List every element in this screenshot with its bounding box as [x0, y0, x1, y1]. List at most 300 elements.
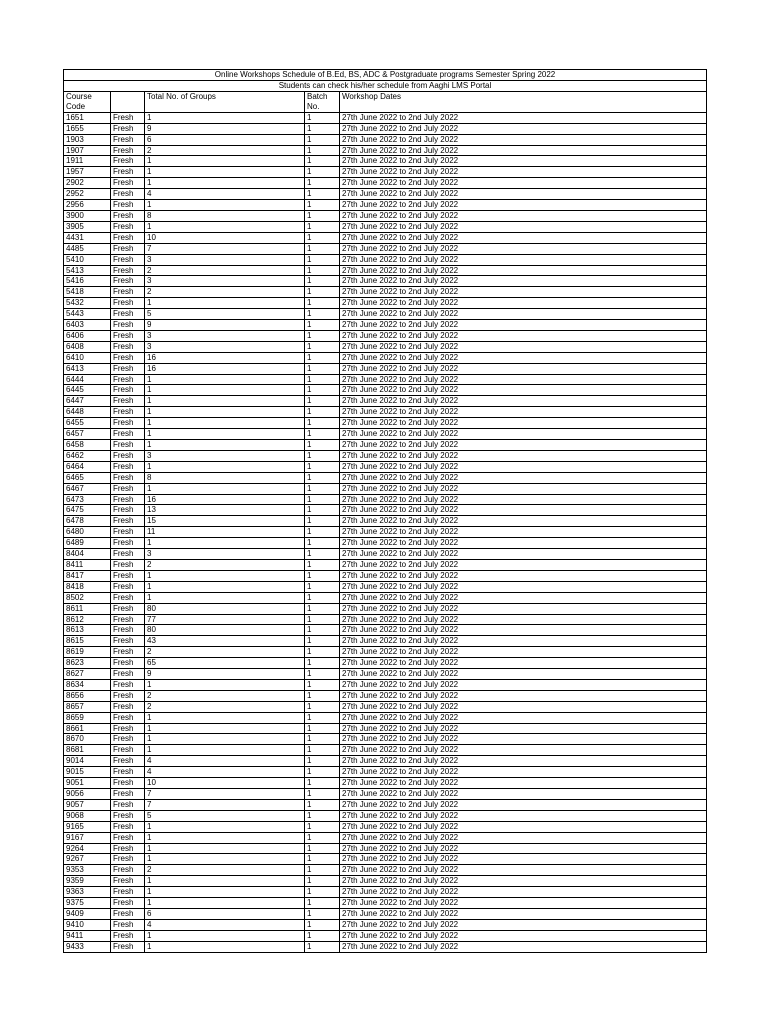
batch-cell: 1: [305, 843, 340, 854]
type-cell: Fresh: [111, 483, 145, 494]
batch-cell: 1: [305, 112, 340, 123]
type-cell: Fresh: [111, 603, 145, 614]
type-cell: Fresh: [111, 320, 145, 331]
groups-cell: 1: [145, 832, 305, 843]
batch-cell: 1: [305, 156, 340, 167]
batch-cell: 1: [305, 483, 340, 494]
course-code-cell: 9264: [64, 843, 111, 854]
dates-cell: 27th June 2022 to 2nd July 2022: [340, 189, 707, 200]
batch-cell: 1: [305, 450, 340, 461]
table-row: [64, 287, 707, 298]
dates-cell: 27th June 2022 to 2nd July 2022: [340, 352, 707, 363]
dates-cell: 27th June 2022 to 2nd July 2022: [340, 243, 707, 254]
groups-cell: 1: [145, 876, 305, 887]
batch-cell: 1: [305, 789, 340, 800]
course-code-cell: 8615: [64, 636, 111, 647]
table-row: [64, 243, 707, 254]
course-code-cell: 9015: [64, 767, 111, 778]
batch-cell: 1: [305, 570, 340, 581]
groups-cell: 2: [145, 865, 305, 876]
type-cell: Fresh: [111, 658, 145, 669]
batch-cell: 1: [305, 167, 340, 178]
course-code-cell: 6465: [64, 472, 111, 483]
course-code-cell: 9410: [64, 919, 111, 930]
batch-cell: 1: [305, 592, 340, 603]
type-cell: Fresh: [111, 865, 145, 876]
header-dates: Workshop Dates: [340, 91, 707, 112]
batch-cell: 1: [305, 232, 340, 243]
dates-cell: 27th June 2022 to 2nd July 2022: [340, 450, 707, 461]
dates-cell: 27th June 2022 to 2nd July 2022: [340, 178, 707, 189]
type-cell: Fresh: [111, 243, 145, 254]
table-row: [64, 429, 707, 440]
type-cell: Fresh: [111, 298, 145, 309]
course-code-cell: 6445: [64, 385, 111, 396]
course-code-cell: 9167: [64, 832, 111, 843]
groups-cell: 5: [145, 810, 305, 821]
batch-cell: 1: [305, 472, 340, 483]
groups-cell: 1: [145, 407, 305, 418]
course-code-cell: 6447: [64, 396, 111, 407]
course-code-cell: 8656: [64, 690, 111, 701]
groups-cell: 10: [145, 778, 305, 789]
groups-cell: 8: [145, 210, 305, 221]
dates-cell: 27th June 2022 to 2nd July 2022: [340, 200, 707, 211]
dates-cell: 27th June 2022 to 2nd July 2022: [340, 156, 707, 167]
table-row: [64, 189, 707, 200]
groups-cell: 3: [145, 549, 305, 560]
type-cell: Fresh: [111, 232, 145, 243]
type-cell: Fresh: [111, 756, 145, 767]
course-code-cell: 8657: [64, 701, 111, 712]
batch-cell: 1: [305, 549, 340, 560]
groups-cell: 13: [145, 505, 305, 516]
groups-cell: 16: [145, 363, 305, 374]
groups-cell: 3: [145, 254, 305, 265]
type-cell: Fresh: [111, 210, 145, 221]
groups-cell: 16: [145, 494, 305, 505]
course-code-cell: 8619: [64, 647, 111, 658]
dates-cell: 27th June 2022 to 2nd July 2022: [340, 461, 707, 472]
dates-cell: 27th June 2022 to 2nd July 2022: [340, 330, 707, 341]
workshop-schedule-table: [63, 69, 707, 953]
groups-cell: 1: [145, 843, 305, 854]
type-cell: Fresh: [111, 178, 145, 189]
table-row: [64, 363, 707, 374]
batch-cell: 1: [305, 876, 340, 887]
type-cell: Fresh: [111, 287, 145, 298]
batch-cell: 1: [305, 298, 340, 309]
type-cell: Fresh: [111, 625, 145, 636]
batch-cell: 1: [305, 363, 340, 374]
type-cell: Fresh: [111, 810, 145, 821]
table-row: [64, 210, 707, 221]
course-code-cell: 6462: [64, 450, 111, 461]
groups-cell: 1: [145, 592, 305, 603]
batch-cell: 1: [305, 625, 340, 636]
dates-cell: 27th June 2022 to 2nd July 2022: [340, 636, 707, 647]
dates-cell: 27th June 2022 to 2nd July 2022: [340, 363, 707, 374]
course-code-cell: 8659: [64, 712, 111, 723]
groups-cell: 7: [145, 789, 305, 800]
groups-cell: 1: [145, 745, 305, 756]
table-row: [64, 167, 707, 178]
batch-cell: 1: [305, 636, 340, 647]
groups-cell: 1: [145, 374, 305, 385]
course-code-cell: 6448: [64, 407, 111, 418]
type-cell: Fresh: [111, 549, 145, 560]
dates-cell: 27th June 2022 to 2nd July 2022: [340, 854, 707, 865]
type-cell: Fresh: [111, 352, 145, 363]
type-cell: Fresh: [111, 189, 145, 200]
table-row: [64, 352, 707, 363]
groups-cell: 1: [145, 396, 305, 407]
batch-cell: 1: [305, 461, 340, 472]
table-row: [64, 221, 707, 232]
dates-cell: 27th June 2022 to 2nd July 2022: [340, 723, 707, 734]
type-cell: Fresh: [111, 440, 145, 451]
batch-cell: 1: [305, 320, 340, 331]
table-row: [64, 614, 707, 625]
batch-cell: 1: [305, 734, 340, 745]
table-row: [64, 625, 707, 636]
table-row: [64, 799, 707, 810]
header-course-code: Course Code: [64, 91, 111, 112]
groups-cell: 1: [145, 898, 305, 909]
groups-cell: 1: [145, 930, 305, 941]
type-cell: Fresh: [111, 559, 145, 570]
dates-cell: 27th June 2022 to 2nd July 2022: [340, 559, 707, 570]
course-code-cell: 6464: [64, 461, 111, 472]
header-batch: Batch No.: [305, 91, 340, 112]
groups-cell: 1: [145, 712, 305, 723]
table-row: [64, 669, 707, 680]
course-code-cell: 5432: [64, 298, 111, 309]
title-row: [64, 70, 707, 81]
dates-cell: 27th June 2022 to 2nd July 2022: [340, 145, 707, 156]
table-row: [64, 123, 707, 134]
groups-cell: 11: [145, 527, 305, 538]
table-row: [64, 789, 707, 800]
type-cell: Fresh: [111, 592, 145, 603]
dates-cell: 27th June 2022 to 2nd July 2022: [340, 112, 707, 123]
batch-cell: 1: [305, 396, 340, 407]
groups-cell: 10: [145, 232, 305, 243]
type-cell: Fresh: [111, 669, 145, 680]
batch-cell: 1: [305, 919, 340, 930]
course-code-cell: 9057: [64, 799, 111, 810]
batch-cell: 1: [305, 407, 340, 418]
type-cell: Fresh: [111, 723, 145, 734]
table-row: [64, 581, 707, 592]
course-code-cell: 8613: [64, 625, 111, 636]
batch-cell: 1: [305, 745, 340, 756]
batch-cell: 1: [305, 494, 340, 505]
batch-cell: 1: [305, 658, 340, 669]
dates-cell: 27th June 2022 to 2nd July 2022: [340, 712, 707, 723]
dates-cell: 27th June 2022 to 2nd July 2022: [340, 221, 707, 232]
batch-cell: 1: [305, 516, 340, 527]
course-code-cell: 9353: [64, 865, 111, 876]
groups-cell: 80: [145, 603, 305, 614]
batch-cell: 1: [305, 832, 340, 843]
table-row: [64, 734, 707, 745]
batch-cell: 1: [305, 778, 340, 789]
table-row: [64, 603, 707, 614]
dates-cell: 27th June 2022 to 2nd July 2022: [340, 254, 707, 265]
groups-cell: 2: [145, 647, 305, 658]
batch-cell: 1: [305, 440, 340, 451]
table-row: [64, 330, 707, 341]
groups-cell: 1: [145, 156, 305, 167]
table-row: [64, 767, 707, 778]
dates-cell: 27th June 2022 to 2nd July 2022: [340, 799, 707, 810]
groups-cell: 1: [145, 112, 305, 123]
groups-cell: 1: [145, 941, 305, 952]
groups-cell: 2: [145, 145, 305, 156]
batch-cell: 1: [305, 221, 340, 232]
course-code-cell: 8661: [64, 723, 111, 734]
table-row: [64, 254, 707, 265]
course-code-cell: 9433: [64, 941, 111, 952]
course-code-cell: 2902: [64, 178, 111, 189]
dates-cell: 27th June 2022 to 2nd July 2022: [340, 134, 707, 145]
type-cell: Fresh: [111, 330, 145, 341]
table-row: [64, 145, 707, 156]
course-code-cell: 6455: [64, 418, 111, 429]
dates-cell: 27th June 2022 to 2nd July 2022: [340, 919, 707, 930]
batch-cell: 1: [305, 330, 340, 341]
course-code-cell: 8612: [64, 614, 111, 625]
batch-cell: 1: [305, 679, 340, 690]
table-row: [64, 276, 707, 287]
type-cell: Fresh: [111, 908, 145, 919]
batch-cell: 1: [305, 712, 340, 723]
groups-cell: 1: [145, 734, 305, 745]
table-row: [64, 527, 707, 538]
batch-cell: 1: [305, 374, 340, 385]
groups-cell: 3: [145, 341, 305, 352]
type-cell: Fresh: [111, 309, 145, 320]
table-row: [64, 690, 707, 701]
groups-cell: 1: [145, 440, 305, 451]
course-code-cell: 6410: [64, 352, 111, 363]
batch-cell: 1: [305, 669, 340, 680]
batch-cell: 1: [305, 614, 340, 625]
type-cell: Fresh: [111, 778, 145, 789]
table-row: [64, 854, 707, 865]
table-row: [64, 843, 707, 854]
course-code-cell: 1651: [64, 112, 111, 123]
type-cell: Fresh: [111, 396, 145, 407]
type-cell: Fresh: [111, 461, 145, 472]
dates-cell: 27th June 2022 to 2nd July 2022: [340, 396, 707, 407]
dates-cell: 27th June 2022 to 2nd July 2022: [340, 865, 707, 876]
table-row: [64, 810, 707, 821]
dates-cell: 27th June 2022 to 2nd July 2022: [340, 930, 707, 941]
batch-cell: 1: [305, 200, 340, 211]
course-code-cell: 8670: [64, 734, 111, 745]
dates-cell: 27th June 2022 to 2nd July 2022: [340, 527, 707, 538]
type-cell: Fresh: [111, 919, 145, 930]
dates-cell: 27th June 2022 to 2nd July 2022: [340, 210, 707, 221]
type-cell: Fresh: [111, 156, 145, 167]
dates-cell: 27th June 2022 to 2nd July 2022: [340, 232, 707, 243]
type-cell: Fresh: [111, 898, 145, 909]
dates-cell: 27th June 2022 to 2nd July 2022: [340, 658, 707, 669]
course-code-cell: 9165: [64, 821, 111, 832]
table-row: [64, 320, 707, 331]
table-row: [64, 156, 707, 167]
groups-cell: 1: [145, 538, 305, 549]
subtitle-row: [64, 80, 707, 91]
table-row: [64, 919, 707, 930]
dates-cell: 27th June 2022 to 2nd July 2022: [340, 385, 707, 396]
course-code-cell: 4485: [64, 243, 111, 254]
course-code-cell: 8681: [64, 745, 111, 756]
type-cell: Fresh: [111, 570, 145, 581]
dates-cell: 27th June 2022 to 2nd July 2022: [340, 908, 707, 919]
dates-cell: 27th June 2022 to 2nd July 2022: [340, 483, 707, 494]
course-code-cell: 8502: [64, 592, 111, 603]
course-code-cell: 2952: [64, 189, 111, 200]
groups-cell: 1: [145, 429, 305, 440]
batch-cell: 1: [305, 243, 340, 254]
groups-cell: 1: [145, 723, 305, 734]
dates-cell: 27th June 2022 to 2nd July 2022: [340, 767, 707, 778]
dates-cell: 27th June 2022 to 2nd July 2022: [340, 690, 707, 701]
table-row: [64, 516, 707, 527]
batch-cell: 1: [305, 701, 340, 712]
batch-cell: 1: [305, 429, 340, 440]
table-row: [64, 559, 707, 570]
type-cell: Fresh: [111, 799, 145, 810]
type-cell: Fresh: [111, 407, 145, 418]
type-cell: Fresh: [111, 145, 145, 156]
table-row: [64, 876, 707, 887]
batch-cell: 1: [305, 581, 340, 592]
batch-cell: 1: [305, 767, 340, 778]
course-code-cell: 9359: [64, 876, 111, 887]
table-row: [64, 908, 707, 919]
groups-cell: 6: [145, 908, 305, 919]
table-row: [64, 887, 707, 898]
type-cell: Fresh: [111, 690, 145, 701]
groups-cell: 1: [145, 221, 305, 232]
dates-cell: 27th June 2022 to 2nd July 2022: [340, 701, 707, 712]
table-row: [64, 723, 707, 734]
table-row: [64, 701, 707, 712]
table-row: [64, 658, 707, 669]
table-row: [64, 461, 707, 472]
batch-cell: 1: [305, 941, 340, 952]
type-cell: Fresh: [111, 363, 145, 374]
course-code-cell: 2956: [64, 200, 111, 211]
table-row: [64, 679, 707, 690]
course-code-cell: 6467: [64, 483, 111, 494]
course-code-cell: 5416: [64, 276, 111, 287]
groups-cell: 1: [145, 200, 305, 211]
groups-cell: 1: [145, 581, 305, 592]
dates-cell: 27th June 2022 to 2nd July 2022: [340, 570, 707, 581]
table-row: [64, 570, 707, 581]
groups-cell: 1: [145, 167, 305, 178]
type-cell: Fresh: [111, 712, 145, 723]
course-code-cell: 3900: [64, 210, 111, 221]
table-row: [64, 112, 707, 123]
dates-cell: 27th June 2022 to 2nd July 2022: [340, 309, 707, 320]
course-code-cell: 8611: [64, 603, 111, 614]
type-cell: Fresh: [111, 821, 145, 832]
batch-cell: 1: [305, 178, 340, 189]
table-row: [64, 374, 707, 385]
groups-cell: 15: [145, 516, 305, 527]
course-code-cell: 6475: [64, 505, 111, 516]
table-row: [64, 898, 707, 909]
groups-cell: 1: [145, 483, 305, 494]
sheet-subtitle: Students can check his/her schedule from Aaghi LMS Portal: [64, 80, 707, 91]
batch-cell: 1: [305, 309, 340, 320]
course-code-cell: 8418: [64, 581, 111, 592]
header-type: [111, 91, 145, 112]
groups-cell: 1: [145, 821, 305, 832]
table-row: [64, 505, 707, 516]
dates-cell: 27th June 2022 to 2nd July 2022: [340, 592, 707, 603]
table-row: [64, 778, 707, 789]
dates-cell: 27th June 2022 to 2nd July 2022: [340, 898, 707, 909]
groups-cell: 7: [145, 799, 305, 810]
dates-cell: 27th June 2022 to 2nd July 2022: [340, 679, 707, 690]
table-row: [64, 396, 707, 407]
type-cell: Fresh: [111, 647, 145, 658]
batch-cell: 1: [305, 254, 340, 265]
course-code-cell: 8623: [64, 658, 111, 669]
batch-cell: 1: [305, 145, 340, 156]
table-row: [64, 745, 707, 756]
type-cell: Fresh: [111, 134, 145, 145]
batch-cell: 1: [305, 559, 340, 570]
type-cell: Fresh: [111, 789, 145, 800]
type-cell: Fresh: [111, 472, 145, 483]
type-cell: Fresh: [111, 254, 145, 265]
course-code-cell: 9411: [64, 930, 111, 941]
dates-cell: 27th June 2022 to 2nd July 2022: [340, 581, 707, 592]
table-row: [64, 647, 707, 658]
dates-cell: 27th June 2022 to 2nd July 2022: [340, 440, 707, 451]
dates-cell: 27th June 2022 to 2nd July 2022: [340, 876, 707, 887]
dates-cell: 27th June 2022 to 2nd July 2022: [340, 669, 707, 680]
course-code-cell: 6413: [64, 363, 111, 374]
course-code-cell: 6489: [64, 538, 111, 549]
course-code-cell: 5410: [64, 254, 111, 265]
dates-cell: 27th June 2022 to 2nd July 2022: [340, 538, 707, 549]
type-cell: Fresh: [111, 429, 145, 440]
batch-cell: 1: [305, 690, 340, 701]
batch-cell: 1: [305, 647, 340, 658]
type-cell: Fresh: [111, 745, 145, 756]
table-row: [64, 418, 707, 429]
type-cell: Fresh: [111, 221, 145, 232]
dates-cell: 27th June 2022 to 2nd July 2022: [340, 843, 707, 854]
dates-cell: 27th June 2022 to 2nd July 2022: [340, 549, 707, 560]
dates-cell: 27th June 2022 to 2nd July 2022: [340, 298, 707, 309]
dates-cell: 27th June 2022 to 2nd July 2022: [340, 832, 707, 843]
dates-cell: 27th June 2022 to 2nd July 2022: [340, 603, 707, 614]
course-code-cell: 9068: [64, 810, 111, 821]
groups-cell: 7: [145, 243, 305, 254]
type-cell: Fresh: [111, 341, 145, 352]
groups-cell: 1: [145, 570, 305, 581]
